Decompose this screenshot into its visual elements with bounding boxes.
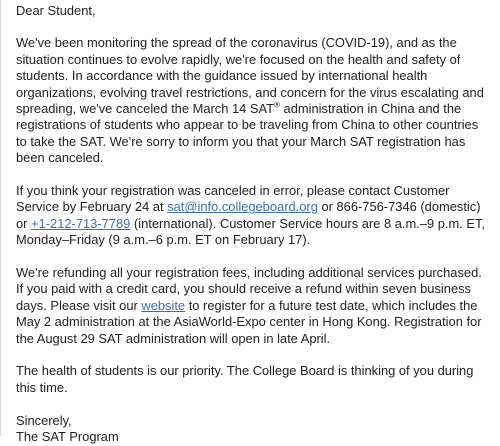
- website-link[interactable]: website: [141, 297, 186, 313]
- paragraph-customer-service: [16, 183, 490, 249]
- paragraph-health-priority: The health of students is our priority. The College Board is thinking of you during this time.: [16, 363, 474, 395]
- refund-text-1: We're refunding all your registration fees, including additional services purchased. If you paid with a credit card, you should receive a refund within seven business days. Please visit our: [16, 265, 482, 313]
- refund-text-2: to register for a future test date, which includes the May 2 administration at the AsiaWorld-Expo center in Hong Kong. Registration for the August 29 SAT administration will open in late April.: [16, 297, 482, 346]
- signature: The SAT Program: [16, 429, 119, 445]
- customer-service-text-3: (international). Customer Service hours are 8 a.m.–9 p.m. ET, Monday–Friday (9 a.m.–6 p.m. ET on February 17).: [16, 215, 485, 248]
- cancellation-text-2: administration in China and the registrations of students who appear to be traveling from China to other countries to take the SAT. We're sorry to inform you that your March SAT registration has been canceled.: [16, 101, 479, 166]
- signoff: Sincerely,: [16, 412, 72, 428]
- paragraph-cancellation-notice: [16, 35, 490, 166]
- customer-service-text-1: If you think your registration was canceled in error, please contact Customer Service by February 24 at: [16, 183, 450, 215]
- greeting: Dear Student,: [16, 3, 96, 18]
- customer-service-text-2: or 866-756-7346 (domestic) or: [16, 199, 481, 231]
- email-link[interactable]: sat@info.collegeboard.org: [167, 199, 318, 215]
- cancellation-text-1: We've been monitoring the spread of the coronavirus (COVID-19), and as the situation continues to evolve rapidly, we're focused on the health and safety of students. In accordance with the guidance issued by international health organizations, evolving travel restrictions, and concern for the virus escalating and spreading, we've canceled the March 14 SAT: [16, 35, 484, 117]
- registered-trademark: ®: [274, 100, 280, 110]
- closing: [16, 413, 490, 446]
- paragraph-refund: [16, 265, 490, 347]
- international-phone-link[interactable]: +1-212-713-7789: [31, 215, 131, 231]
